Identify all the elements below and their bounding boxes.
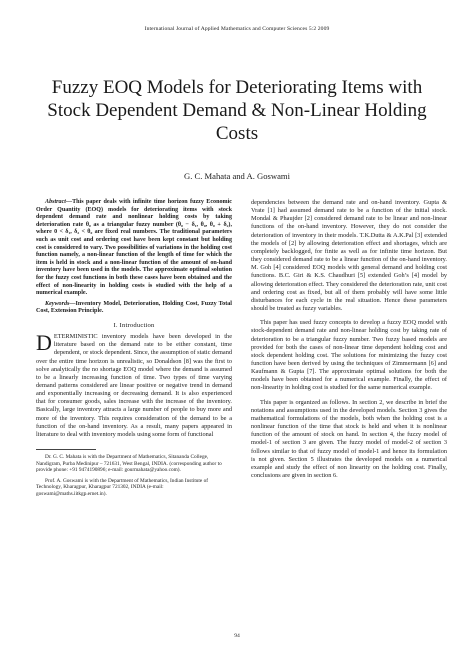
keywords-label: Keywords—: [45, 300, 76, 307]
right-column: [251, 199, 447, 480]
right-paragraph-1: dependencies between the demand rate and on-hand inventory. Gupta & Vrate [1] had assumed demand rate to be a function of the initial stock. Mondal & Phaujder [2] considered demand rate to be linear and non-linear functions of the on-hand inventory. However, they do not consider the deterioration of inventory in their models. T.K.Dutta & A.K.Pal [3] extended the models of [2] by allowing deterioration effect and shortages, which are completely backlogged, for finite as well as for infinite time horizon. But they considered demand rate to be a linear function of the on-hand inventory. M. Goh [4] considered EOQ models with general demand and holding cost functions. B.C. Giri & K.S. Chaudhuri [5] extended Goh’s [4] model by allowing deterioration effect. They considered the deterioration rate, unit cost and ordering cost as fixed, but all of them probably will have some little disturbances for each cycle in the real situation. Hence these parameters should be treated as fuzzy variables.: [251, 199, 447, 313]
left-column: [36, 199, 232, 502]
footnote-author-2: Prof. A. Goswami is with the Department of Mathematics, Indian Institute of Technology, Kharagpur, Kharagpur 721302, INDIA (e-mail: goswami@maths.iitkgp.ernet.in).: [36, 477, 208, 498]
footnote-divider: [36, 449, 96, 450]
page-number: 94: [234, 633, 240, 639]
paper-title: Fuzzy EOQ Models for Deteriorating Items with Stock Dependent Demand & Non-Linear Holding Costs: [47, 77, 427, 144]
abstract-text: This paper deals with infinite time horizon fuzzy Economic Order Quantity (EOQ) models for deteriorating items with stock dependent demand rate and nonlinear holding costs by taking deterioration rate θ₀ as a triangular fuzzy number (θ₀ − δ₁, θ₀, θ₀ + δ₂), where 0 < δ₁, δ₂ < θ₀ are fixed real numbers. The traditional parameters such as unit cost and ordering cost have been kept constant but holding cost is considered to vary. Two possibilities of variations in the holding cost function namely, a non-linear function of the length of time for which the item is held in stock and a non-linear function of the amount of on-hand inventory have been used in the models. The approximate optimal solution for the fuzzy cost functions in both these cases have been obtained and the effect of non-linearity in holding costs is studied with the help of a numerical example.: [36, 199, 232, 297]
right-paragraph-2: This paper has used fuzzy concepts to develop a fuzzy EOQ model with stock-dependent demand rate and non-linear holding cost by taking rate of deterioration to be a triangular fuzzy number. Two fuzzy based models are provided for both the cases of non-linear time dependent holding cost and stock dependent holding cost. The solutions for minimizing the fuzzy cost function have been derived by using the techniques of Zimmermann [6] and Kaufmann & Gupta [7]. The approximate optimal solutions for both the models have been obtained for a numerical example. Finally, the effect of non-linearity in holding cost is studied for the same numerical example.: [251, 319, 447, 392]
drop-cap: D: [36, 330, 52, 356]
footnote-author-1: Dr. G. C. Mahata is with the Department of Mathematics, Sitananda College, Nandigram, Purba Medinipur – 721631, West Bengal, INDIA. (corresponding author to provide phone: +91 9474190896; e-mail: gourmahata@yahoo.com).: [36, 454, 222, 474]
keywords: [36, 301, 232, 316]
journal-header: International Journal of Applied Mathematics and Computer Sciences 5:2 2009: [144, 26, 330, 32]
section-heading-introduction: I. Introduction: [113, 321, 155, 329]
intro-text: ETERMINISTIC inventory models have been developed in the literature based on the demand rate to be either constant, time dependent, or stock dependent. Since, the assumption of static demand over the entire time horizon is unrealistic, so Donaldson [8] was the first to solve analytically the no shortage EOQ model where the demand is assumed to be a linearly increasing function of time. Two types of time varying demand patterns considered are linear positive or negative trend in demand and exponentially increasing or decreasing demand. It is also experienced that for consumer goods, sales increase with the increase of the inventory. Basically, large inventory attracts a large number of people to buy more and more of the inventory. This requires consideration of the demand to be a function of the on-hand inventory. As a result, many papers appeared in literature to deal with inventory models using some form of functional: [36, 333, 232, 438]
abstract: [36, 199, 232, 298]
author-line: G. C. Mahata and A. Goswami: [184, 171, 290, 181]
intro-paragraph: [36, 330, 232, 439]
right-paragraph-3: This paper is organized as follows. In section 2, we describe in brief the notations and assumptions used in the developed models. Section 3 gives the mathematical formulations of the models, both when the holding cost is a nonlinear function of the time that stock is held and when it is nonlinear function of the amount of stock on hand. In section 4, the fuzzy model of model-1 of section 3 are given. The fuzzy model of model-2 of section 3 follows similar to that of fuzzy model of model-1 and hence its formulation is not given. Section 5 illustrates the developed models on a numerical example and study the effect of non linearity on the holding cost. Finally, conclusions are given in section 6.: [251, 398, 447, 479]
abstract-label: Abstract—: [45, 199, 73, 205]
keywords-text: Inventory Model, Deterioration, Holding Cost, Fuzzy Total Cost, Extension Principle.: [36, 300, 232, 315]
